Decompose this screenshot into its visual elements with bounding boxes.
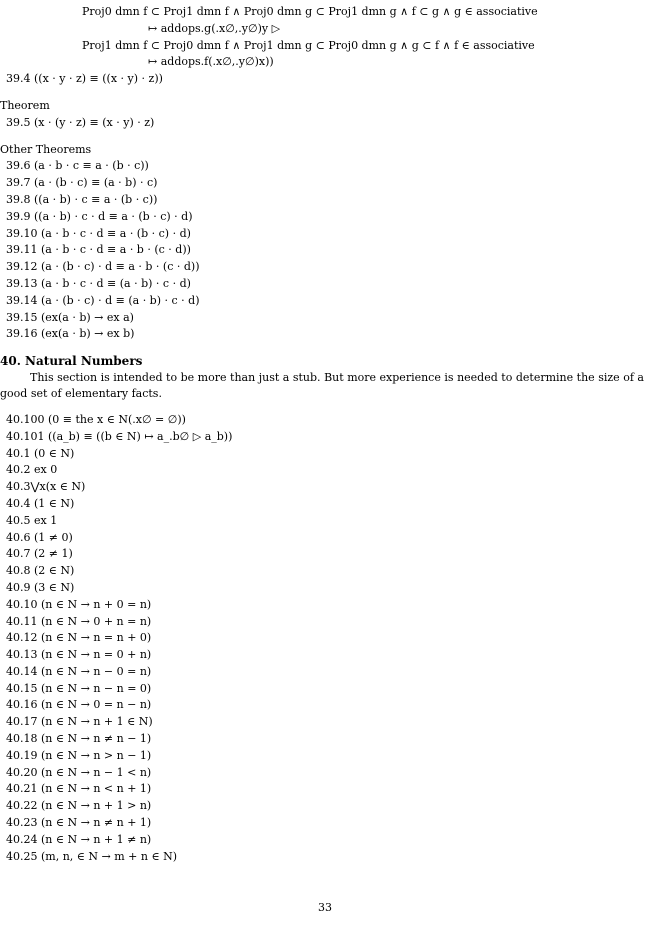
list-item: 40.11 (n ∈ N → 0 + n = n) bbox=[6, 614, 152, 628]
list-item: 40.16 (n ∈ N → 0 = n − n) bbox=[6, 698, 152, 712]
formula-line: ↦ addops.g(.x∅,.y∅)y ▷ bbox=[148, 21, 281, 35]
list-item: 39.16 (ex(a · b) → ex b) bbox=[6, 327, 135, 341]
list-item: 39.12 (a · (b · c) · d ≡ a · b · (c · d)) bbox=[6, 260, 200, 274]
formula-line: ↦ addops.f(.x∅,.y∅)x)) bbox=[148, 55, 274, 69]
formula-line: Proj0 dmn f ⊂ Proj1 dmn f ∧ Proj0 dmn g ⊂ Proj1 dmn g ∧ f ⊂ g ∧ g ∈ associative bbox=[82, 5, 538, 18]
list-item: 40.25 (m, n, ∈ N → m + n ∈ N) bbox=[6, 849, 178, 863]
list-item: 40.9 (3 ∈ N) bbox=[6, 580, 75, 594]
theorem-heading: Theorem bbox=[0, 98, 50, 112]
list-item: 39.13 (a · b · c · d ≡ (a · b) · c · d) bbox=[6, 276, 191, 290]
list-item: 39.14 (a · (b · c) · d ≡ (a · b) · c · d) bbox=[6, 293, 200, 307]
list-item: 39.11 (a · b · c · d ≡ a · b · (c · d)) bbox=[6, 243, 191, 257]
section-intro-paragraph: This section is intended to be more than just a stub. But more experience is needed to determine the size of a good set of elementary facts. bbox=[0, 370, 644, 400]
list-item: 40.100 (0 ≡ the x ∈ N(.x∅ = ∅)) bbox=[6, 412, 186, 426]
list-item: 39.6 (a · b · c ≡ a · (b · c)) bbox=[6, 159, 149, 173]
list-item: 40.20 (n ∈ N → n − 1 < n) bbox=[6, 765, 152, 779]
list-item: 40.8 (2 ∈ N) bbox=[6, 564, 75, 578]
list-item: 40.101 ((a_b) ≡ ((b ∈ N) ↦ a_.b∅ ▷ a_b)) bbox=[6, 429, 233, 443]
list-item: 40.7 (2 ≠ 1) bbox=[6, 547, 73, 561]
list-item: 40.24 (n ∈ N → n + 1 ≠ n) bbox=[6, 832, 152, 846]
formula-line: Proj1 dmn f ⊂ Proj0 dmn f ∧ Proj1 dmn g ⊂ Proj0 dmn g ∧ g ⊂ f ∧ f ∈ associative bbox=[82, 38, 535, 52]
list-item: 39.7 (a · (b · c) ≡ (a · b) · c) bbox=[6, 176, 158, 190]
list-item: 40.4 (1 ∈ N) bbox=[6, 496, 75, 510]
list-item: 40.17 (n ∈ N → n + 1 ∈ N) bbox=[6, 715, 153, 729]
list-item: 40.15 (n ∈ N → n − n = 0) bbox=[6, 681, 152, 695]
list-item: 40.21 (n ∈ N → n < n + 1) bbox=[6, 782, 152, 796]
other-theorems-list bbox=[0, 158, 648, 343]
page-number: 33 bbox=[318, 901, 332, 914]
theorem-39-4: 39.4 ((x · y · z) ≡ ((x · y) · z)) bbox=[6, 72, 163, 86]
list-item: 40.3⋁x(x ∈ N) bbox=[6, 480, 86, 494]
list-item: 40.22 (n ∈ N → n + 1 > n) bbox=[6, 799, 152, 813]
list-item: 40.13 (n ∈ N → n = 0 + n) bbox=[6, 648, 152, 662]
list-item: 39.8 ((a · b) · c ≡ a · (b · c)) bbox=[6, 192, 158, 206]
list-item: 40.12 (n ∈ N → n = n + 0) bbox=[6, 631, 152, 645]
section-title: 40. Natural Numbers bbox=[0, 354, 143, 369]
list-item: 39.9 ((a · b) · c · d ≡ a · (b · c) · d) bbox=[6, 209, 193, 223]
list-item: 40.6 (1 ≠ 0) bbox=[6, 530, 73, 544]
list-item: 40.1 (0 ∈ N) bbox=[6, 446, 75, 460]
natural-numbers-list bbox=[0, 412, 648, 866]
list-item: 40.23 (n ∈ N → n ≠ n + 1) bbox=[6, 816, 152, 830]
page-content bbox=[0, 4, 648, 865]
list-item: 39.10 (a · b · c · d ≡ a · (b · c) · d) bbox=[6, 226, 191, 240]
list-item: 39.15 (ex(a · b) → ex a) bbox=[6, 310, 134, 324]
list-item: 40.18 (n ∈ N → n ≠ n − 1) bbox=[6, 732, 152, 746]
list-item: 40.2 ex 0 bbox=[6, 463, 58, 477]
theorem-39-5: 39.5 (x · (y · z) ≡ (x · y) · z) bbox=[6, 115, 155, 129]
other-theorems-heading: Other Theorems bbox=[0, 142, 92, 156]
list-item: 40.19 (n ∈ N → n > n − 1) bbox=[6, 748, 152, 762]
list-item: 40.5 ex 1 bbox=[6, 513, 58, 527]
list-item: 40.14 (n ∈ N → n − 0 = n) bbox=[6, 664, 152, 678]
list-item: 40.10 (n ∈ N → n + 0 = n) bbox=[6, 597, 152, 611]
